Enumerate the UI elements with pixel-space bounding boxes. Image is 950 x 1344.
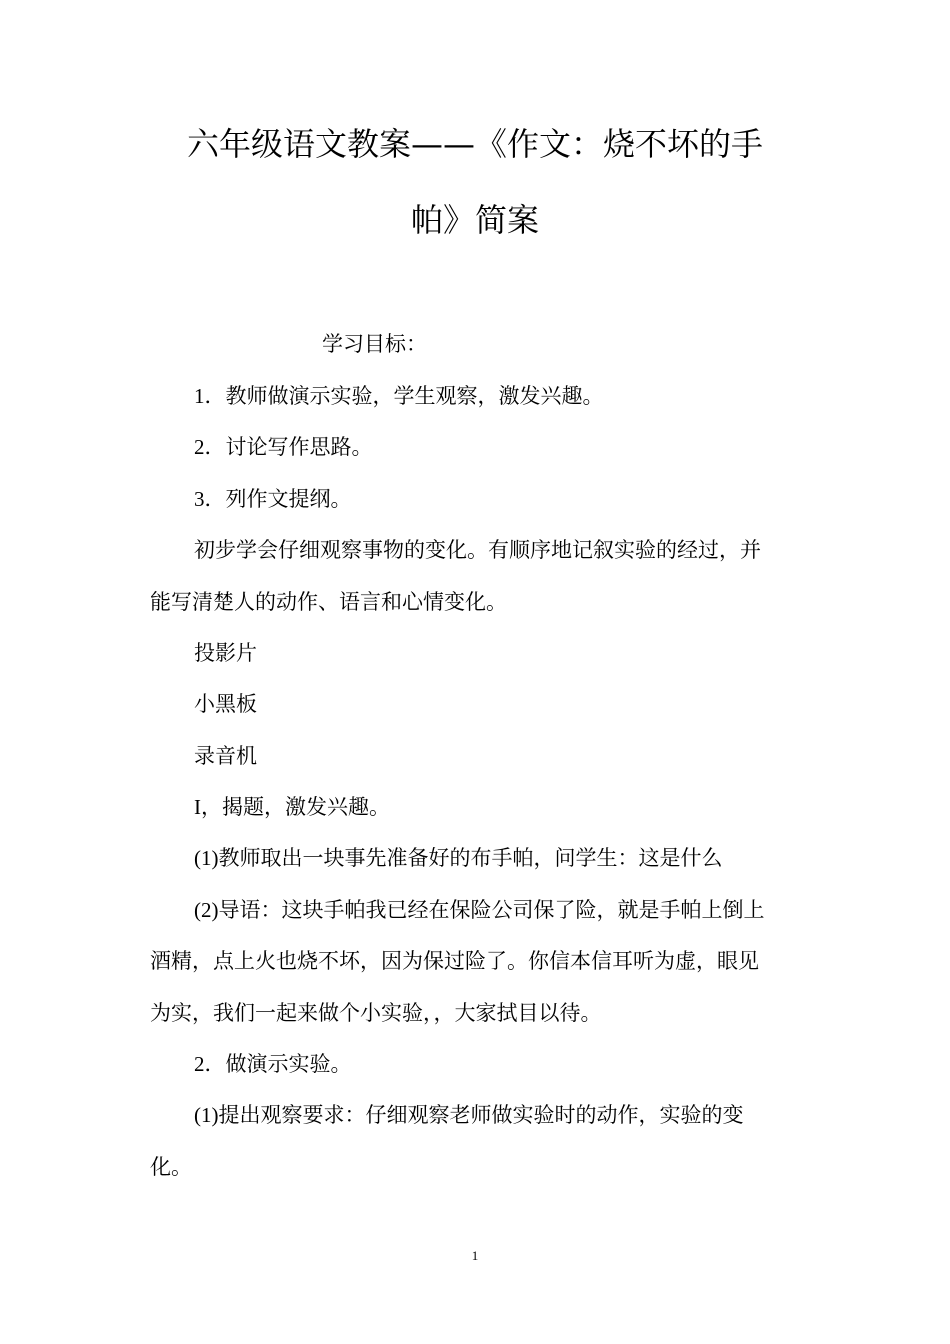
objective-text: 讨论写作思路。 [225,435,373,459]
step-1-heading [194,793,390,821]
objective-number: 3． [194,487,226,511]
material-item-projector-slides: 投影片 [194,641,257,665]
step-number: 2． [194,1052,226,1076]
item-number: (1) [194,846,219,870]
item-number: (1) [194,1103,219,1127]
item-text: 提出观察要求：仔细观察老师做实验时的动作，实验的变 [218,1103,744,1127]
step-number: I [194,795,201,819]
item-text: 教师取出一块事先准备好的布手帕，问学生：这是什么 [218,846,723,870]
document-title-line-1: 六年级语文教案——《作文：烧不坏的手 [186,125,763,163]
material-item-small-blackboard: 小黑板 [194,692,257,716]
material-item-recorder: 录音机 [194,744,257,768]
step-1-item-2-line-3: 为实，我们一起来做个小实验，，大家拭目以待。 [150,1001,602,1025]
step-2-item-1-line-1 [194,1101,744,1129]
goal-paragraph-line-1: 初步学会仔细观察事物的变化。有顺序地记叙实验的经过，并 [194,538,761,562]
item-text: 导语：这块手帕我已经在保险公司保了险，就是手帕上倒上 [218,898,765,922]
objective-number: 1． [194,384,226,408]
document-title-line-2: 帕》简案 [410,201,539,239]
goal-paragraph-line-2: 能写清楚人的动作、语言和心情变化。 [150,590,507,614]
objective-item-3 [194,485,352,513]
objective-text: 列作文提纲。 [225,487,352,511]
objective-item-2 [194,433,373,461]
step-text: 做演示实验。 [225,1052,352,1076]
step-2-item-1-line-2: 化。 [150,1155,192,1179]
step-1-item-1 [194,844,723,872]
objectives-heading: 学习目标： [322,332,427,356]
step-2-heading [194,1050,352,1078]
objective-text: 教师做演示实验，学生观察，激发兴趣。 [225,384,604,408]
step-text: ，揭题，激发兴趣。 [201,795,390,819]
item-number: (2) [194,898,219,922]
objective-number: 2． [194,435,226,459]
page-number: 1 [471,1248,479,1263]
step-1-item-2-line-1 [194,896,765,924]
objective-item-1 [194,382,604,410]
step-1-item-2-line-2: 酒精，点上火也烧不坏，因为保过险了。你信本信耳听为虚，眼见 [150,949,759,973]
